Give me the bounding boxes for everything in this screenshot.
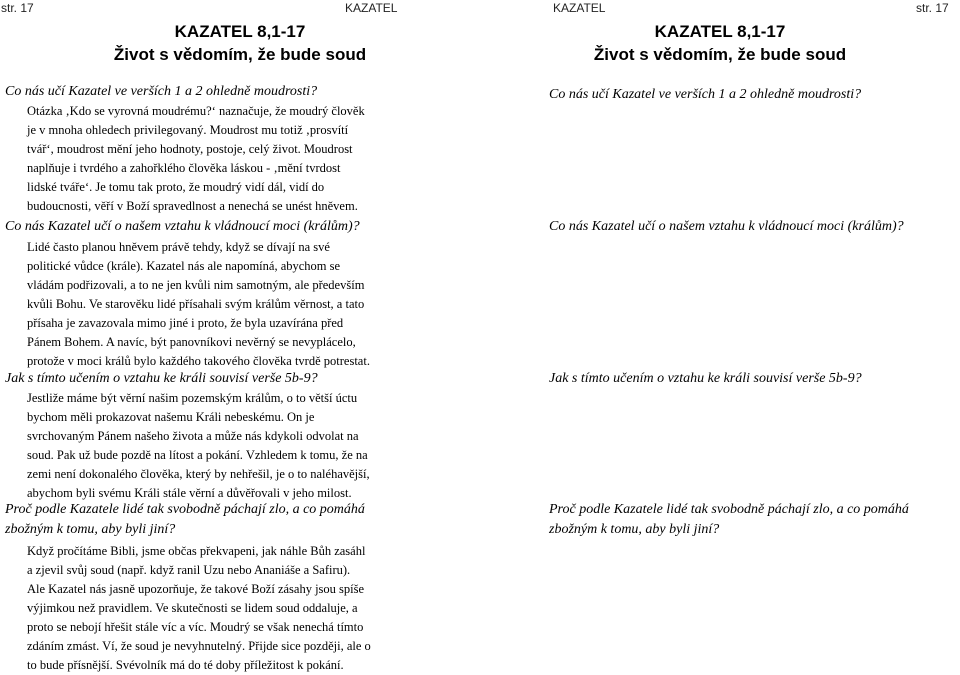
question-line: Proč podle Kazatele lidé tak svobodně páchají zlo, a co pomáhá [5, 502, 365, 517]
question-line: zbožným k tomu, aby byli jiní? [5, 522, 176, 537]
answer-line: bychom měli prokazovat našemu Králi nebeskému. On je [27, 410, 315, 424]
answer-line: Ale Kazatel nás jasně upozorňuje, že takové Boží zásahy jsou spíše [27, 582, 365, 596]
answer-line: abychom byli svému Králi stále věrní a důvěřovali v jeho milost. [27, 486, 352, 500]
answer-line: politické vůdce (krále). Kazatel nás ale napomíná, abychom se [27, 259, 341, 273]
right-question-3: Jak s tímto učením o vztahu ke králi souvisí verše 5b-9? [549, 371, 862, 386]
left-question-2: Co nás Kazatel učí o našem vztahu k vládnoucí moci (králům)? [5, 219, 360, 234]
answer-line: soud. Pak už bude pozdě na lítost a pokání. Vzhledem k tomu, že na [27, 448, 368, 462]
right-title: KAZATEL 8,1-17 [654, 22, 786, 41]
left-title: KAZATEL 8,1-17 [174, 22, 306, 41]
answer-line: je v mnoha ohledech privilegovaný. Moudrost mu totiž ‚prosvítí [27, 123, 349, 137]
right-header-book: KAZATEL [553, 1, 606, 15]
answer-line: přísaha je zavazovala mimo jiné i proto, že byla uzavírána před [27, 316, 344, 330]
answer-line: svrchovaným Pánem našeho života a může nás kdykoli odvolat na [27, 429, 359, 443]
answer-line: vládám podřizovali, a to ne jen kvůli nim samotným, ale především [27, 278, 365, 292]
answer-line: kvůli Bohu. Ve starověku lidé přísahali svým králům věrnost, a tato [27, 297, 365, 311]
right-subtitle: Život s vědomím, že bude soud [593, 45, 847, 64]
answer-line: zemi není dokonalého člověka, který by nehřešil, je o to naléhavější, [27, 467, 370, 481]
answer-line: zdáním zmást. Ví, že soud je nevyhnutelný. Přijde sice později, ale o [27, 639, 371, 653]
answer-line: budoucnosti, věří v Boží spravedlnost a nenechá se unést hněvem. [27, 199, 358, 213]
answer-line: protože v moci králů bylo každého takového člověka tvrdě potrestat. [27, 354, 370, 368]
left-answer-1 [27, 102, 365, 216]
left-answer-2 [27, 238, 370, 371]
left-header-page-number: str. 17 [1, 1, 34, 15]
right-question-2: Co nás Kazatel učí o našem vztahu k vládnoucí moci (králům)? [549, 219, 904, 234]
left-subtitle: Život s vědomím, že bude soud [113, 45, 367, 64]
answer-line: Otázka ‚Kdo se vyrovná moudrému?‘ naznačuje, že moudrý člověk [27, 104, 365, 118]
right-page [480, 0, 960, 674]
answer-line: Když pročítáme Bibli, jsme občas překvapeni, jak náhle Bůh zasáhl [27, 544, 366, 558]
answer-line: tvář‘, moudrost mění jeho hodnoty, postoje, celý život. Moudrost [27, 142, 353, 156]
left-question-4 [5, 500, 365, 540]
left-page [0, 0, 480, 674]
left-answer-3 [27, 389, 370, 503]
question-line: Proč podle Kazatele lidé tak svobodně páchají zlo, a co pomáhá [549, 502, 909, 517]
left-question-1: Co nás učí Kazatel ve verších 1 a 2 ohledně moudrosti? [5, 84, 318, 99]
answer-line: proto se nebojí hřešit stále víc a víc. Moudrý se však nenechá tímto [27, 620, 364, 634]
answer-line: a zjevil svůj soud (např. když ranil Uzu nebo Ananiáše a Safiru). [27, 563, 351, 577]
left-answer-4 [27, 542, 371, 675]
question-line: zbožným k tomu, aby byli jiní? [549, 522, 720, 537]
answer-line: Lidé často planou hněvem právě tehdy, když se dívají na své [27, 240, 330, 254]
left-header-book: KAZATEL [345, 1, 398, 15]
answer-line: výjimkou než pravidlem. Ve skutečnosti se lidem soud oddaluje, a [27, 601, 358, 615]
right-question-4 [549, 500, 909, 540]
answer-line: Pánem Bohem. A navíc, být panovníkovi nevěrný se nevyplácelo, [27, 335, 356, 349]
answer-line: Jestliže máme být věrní našim pozemským králům, o to větší úctu [27, 391, 358, 405]
left-question-3: Jak s tímto učením o vztahu ke králi souvisí verše 5b-9? [5, 371, 318, 386]
answer-line: to bude přísnější. Svévolník má do té doby příležitost k pokání. [27, 658, 344, 672]
right-question-1: Co nás učí Kazatel ve verších 1 a 2 ohledně moudrosti? [549, 87, 862, 102]
answer-line: naplňuje i tvrdého a zahořklého člověka láskou - ‚mění tvrdost [27, 161, 341, 175]
answer-line: lidské tváře‘. Je tomu tak proto, že moudrý vidí dál, vidí do [27, 180, 325, 194]
right-header-page-number: str. 17 [916, 1, 949, 15]
